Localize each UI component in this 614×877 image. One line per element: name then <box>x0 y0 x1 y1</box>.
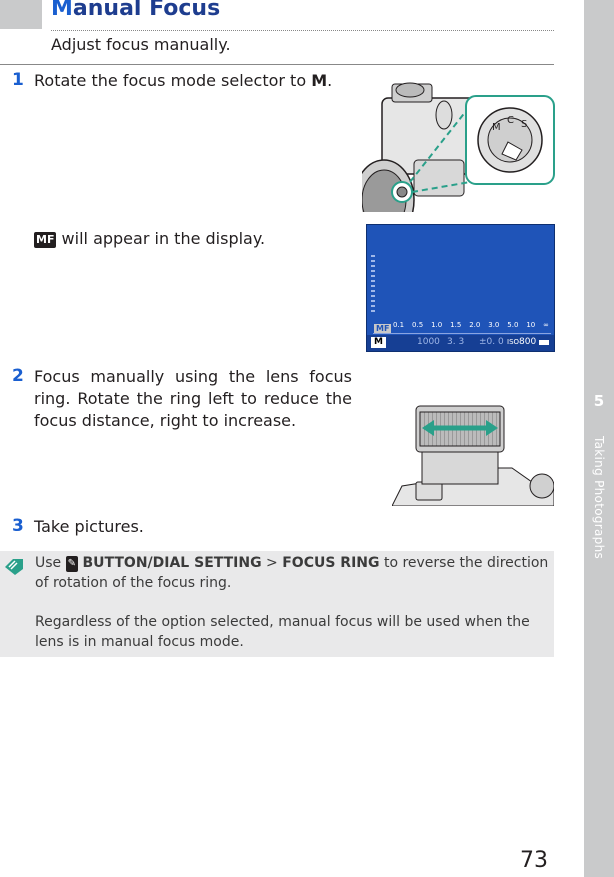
mf-icon: MF <box>36 233 55 246</box>
mf-badge: MF <box>376 324 390 333</box>
dial-label-c: C <box>507 115 514 126</box>
camera-dial-illustration <box>362 70 556 212</box>
step-3-text: Take pictures. <box>34 517 144 536</box>
page-number: 73 <box>520 848 548 873</box>
mode-badge: M <box>371 337 386 348</box>
step-2-number: 2 <box>12 366 24 386</box>
header-rule <box>0 64 554 65</box>
note-text-2: Regardless of the option selected, manual focus will be used when the lens is in manual focus mode. <box>35 614 530 650</box>
lcd-info-bar <box>367 335 554 351</box>
step-1-number: 1 <box>12 70 24 90</box>
setup-icon: ✎ <box>66 556 78 572</box>
page-title: Manual Focus <box>51 0 221 21</box>
chapter-title: Taking Photographs <box>592 436 606 560</box>
step-1-text: Rotate the focus mode selector to M. <box>34 71 333 90</box>
exposure-comp: ±0. 0 <box>479 337 504 347</box>
step-3-number: 3 <box>12 516 24 536</box>
note-text-1: Use ✎ BUTTON/DIAL SETTING > FOCUS RING to reverse the direction of rotation of the focus ring. <box>35 555 549 591</box>
iso-label: ISO <box>507 338 520 346</box>
iso-value: 800 <box>519 337 537 347</box>
battery-icon <box>539 340 549 345</box>
chapter-number: 5 <box>593 392 605 410</box>
title-divider <box>51 30 554 31</box>
lcd-display <box>366 224 555 352</box>
focus-indicator-scale <box>371 255 375 315</box>
distance-scale: 0.1 0.5 1.0 1.5 2.0 3.0 5.0 10 ∞ <box>393 321 549 329</box>
dial-label-s: S <box>521 119 528 130</box>
step-2-text: Focus manually using the lens focus ring. Rotate the ring left to reduce the focus distance, right to increase. <box>34 367 352 430</box>
aperture-value: 3. 3 <box>447 337 465 347</box>
lens-ring-illustration <box>392 398 554 506</box>
mf-display-text: MF will appear in the display. <box>36 229 266 248</box>
chapter-tab <box>584 0 614 877</box>
note-icon <box>3 555 25 577</box>
page-subtitle: Adjust focus manually. <box>51 35 231 54</box>
dial-label-m: M <box>492 122 501 133</box>
shutter-speed: 1000 <box>417 337 440 347</box>
heading-tab <box>0 0 42 29</box>
